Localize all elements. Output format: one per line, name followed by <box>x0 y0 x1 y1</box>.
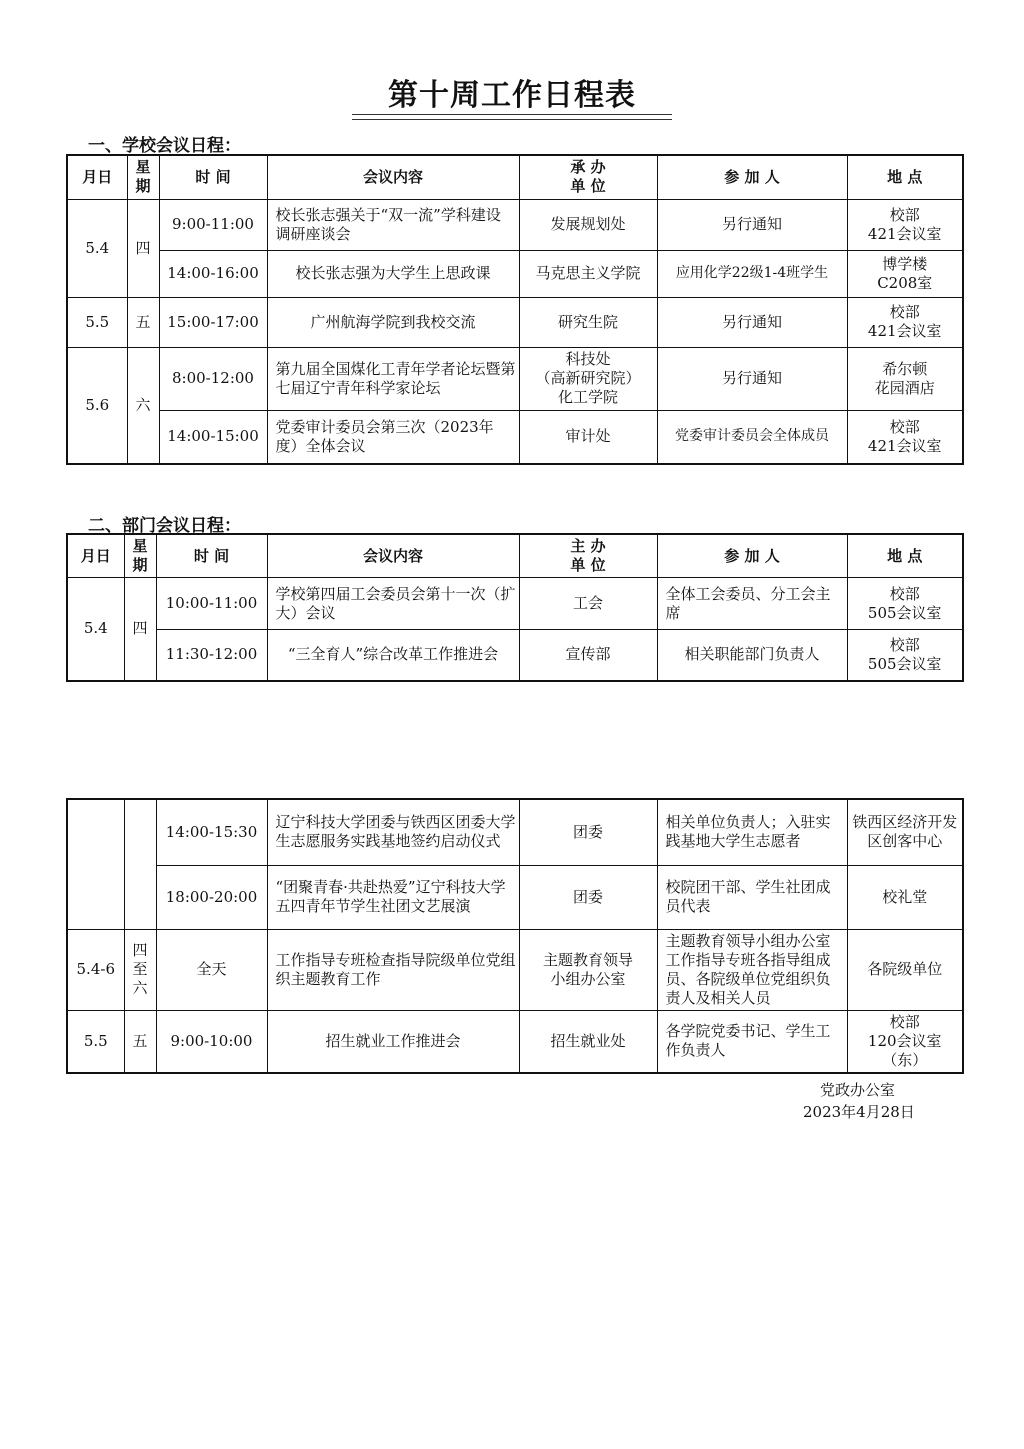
cell-date: 5.4 <box>67 578 124 681</box>
page-title: 第十周工作日程表 <box>388 78 636 113</box>
table-row <box>67 250 963 297</box>
cell-location: 校部 421会议室 <box>847 297 963 347</box>
cell-location: 各院级单位 <box>847 929 963 1010</box>
cell-weekday: 四 至 六 <box>124 929 156 1010</box>
cell-location: 铁西区经济开发区创客中心 <box>847 799 963 865</box>
cell-participants: 相关单位负责人；入驻实践基地大学生志愿者 <box>657 799 847 865</box>
table-row <box>67 1010 963 1073</box>
header-date: 月日 <box>67 534 124 578</box>
section2-heading: 二、部门会议日程： <box>88 516 241 536</box>
cell-time: 18:00-20:00 <box>156 865 267 929</box>
table-row <box>67 865 963 929</box>
cell-unit: 宣传部 <box>519 630 657 681</box>
department-meetings-table <box>66 533 964 682</box>
cell-content: 第九届全国煤化工青年学者论坛暨第七届辽宁青年科学家论坛 <box>267 347 519 410</box>
cell-participants: 各学院党委书记、学生工作负责人 <box>657 1010 847 1073</box>
cell-unit: 科技处 （高新研究院） 化工学院 <box>519 347 657 410</box>
cell-weekday: 四 <box>124 578 156 681</box>
cell-content: 校长张志强关于“双一流”学科建设调研座谈会 <box>267 199 519 250</box>
cell-content: 学校第四届工会委员会第十一次（扩大）会议 <box>267 578 519 630</box>
cell-content: “三全育人”综合改革工作推进会 <box>267 630 519 681</box>
cell-location: 希尔顿 花园酒店 <box>847 347 963 410</box>
header-weekday: 星 期 <box>124 534 156 578</box>
cell-weekday <box>124 799 156 929</box>
cell-time: 9:00-11:00 <box>159 199 267 250</box>
cell-location: 校部 505会议室 <box>847 630 963 681</box>
cell-participants: 另行通知 <box>657 347 847 410</box>
table-header-row <box>67 534 963 578</box>
department-meetings-continued-table <box>66 798 964 1074</box>
cell-location: 校部 505会议室 <box>847 578 963 630</box>
cell-location: 校部 120会议室 （东） <box>847 1010 963 1073</box>
header-time: 时 间 <box>156 534 267 578</box>
cell-date <box>67 799 124 929</box>
header-unit: 主 办 单 位 <box>519 534 657 578</box>
cell-location: 博学楼 C208室 <box>847 250 963 297</box>
cell-unit: 发展规划处 <box>519 199 657 250</box>
cell-time: 10:00-11:00 <box>156 578 267 630</box>
header-time: 时 间 <box>159 155 267 199</box>
cell-weekday: 四 <box>127 199 159 297</box>
school-meetings-table <box>66 154 964 465</box>
footer-date: 2023年4月28日 <box>803 1103 915 1121</box>
cell-time: 14:00-15:00 <box>159 410 267 464</box>
cell-participants: 相关职能部门负责人 <box>657 630 847 681</box>
footer-office: 党政办公室 <box>820 1081 896 1099</box>
cell-participants: 应用化学22级1-4班学生 <box>657 250 847 297</box>
cell-time: 14:00-15:30 <box>156 799 267 865</box>
cell-date: 5.5 <box>67 1010 124 1073</box>
cell-time: 8:00-12:00 <box>159 347 267 410</box>
header-weekday: 星 期 <box>127 155 159 199</box>
table-row <box>67 347 963 410</box>
header-date: 月日 <box>67 155 127 199</box>
cell-participants: 党委审计委员会全体成员 <box>657 410 847 464</box>
cell-location: 校礼堂 <box>847 865 963 929</box>
cell-time: 14:00-16:00 <box>159 250 267 297</box>
table-row <box>67 410 963 464</box>
cell-unit: 招生就业处 <box>519 1010 657 1073</box>
cell-weekday: 五 <box>124 1010 156 1073</box>
table-row <box>67 578 963 630</box>
cell-participants: 另行通知 <box>657 199 847 250</box>
cell-content: 广州航海学院到我校交流 <box>267 297 519 347</box>
cell-time: 15:00-17:00 <box>159 297 267 347</box>
header-location: 地 点 <box>847 155 963 199</box>
table-row <box>67 799 963 865</box>
section1-heading: 一、学校会议日程： <box>88 136 241 156</box>
cell-content: 党委审计委员会第三次（2023年度）全体会议 <box>267 410 519 464</box>
cell-unit: 马克思主义学院 <box>519 250 657 297</box>
cell-weekday: 六 <box>127 347 159 464</box>
table-row <box>67 297 963 347</box>
header-participants: 参 加 人 <box>657 534 847 578</box>
cell-location: 校部 421会议室 <box>847 199 963 250</box>
cell-content: 工作指导专班检查指导院级单位党组织主题教育工作 <box>267 929 519 1010</box>
cell-date: 5.6 <box>67 347 127 464</box>
cell-content: 辽宁科技大学团委与铁西区团委大学生志愿服务实践基地签约启动仪式 <box>267 799 519 865</box>
cell-date: 5.5 <box>67 297 127 347</box>
header-unit: 承 办 单 位 <box>519 155 657 199</box>
cell-participants: 另行通知 <box>657 297 847 347</box>
cell-unit: 研究生院 <box>519 297 657 347</box>
header-content: 会议内容 <box>267 155 519 199</box>
cell-time: 9:00-10:00 <box>156 1010 267 1073</box>
cell-time: 全天 <box>156 929 267 1010</box>
title-underline <box>352 114 672 120</box>
cell-location: 校部 421会议室 <box>847 410 963 464</box>
cell-participants: 主题教育领导小组办公室工作指导专班各指导组成员、各院级单位党组织负责人及相关人员 <box>657 929 847 1010</box>
table-row <box>67 199 963 250</box>
cell-date: 5.4 <box>67 199 127 297</box>
cell-content: 招生就业工作推进会 <box>267 1010 519 1073</box>
cell-date: 5.4-6 <box>67 929 124 1010</box>
table-header-row <box>67 155 963 199</box>
cell-unit: 审计处 <box>519 410 657 464</box>
table-row <box>67 630 963 681</box>
cell-time: 11:30-12:00 <box>156 630 267 681</box>
cell-unit: 团委 <box>519 865 657 929</box>
header-location: 地 点 <box>847 534 963 578</box>
header-participants: 参 加 人 <box>657 155 847 199</box>
cell-unit: 工会 <box>519 578 657 630</box>
cell-unit: 主题教育领导 小组办公室 <box>519 929 657 1010</box>
cell-unit: 团委 <box>519 799 657 865</box>
table-row <box>67 929 963 1010</box>
cell-content: 校长张志强为大学生上思政课 <box>267 250 519 297</box>
cell-weekday: 五 <box>127 297 159 347</box>
cell-participants: 全体工会委员、分工会主席 <box>657 578 847 630</box>
header-content: 会议内容 <box>267 534 519 578</box>
cell-content: “团聚青春·共赴热爱”辽宁科技大学五四青年节学生社团文艺展演 <box>267 865 519 929</box>
cell-participants: 校院团干部、学生社团成员代表 <box>657 865 847 929</box>
